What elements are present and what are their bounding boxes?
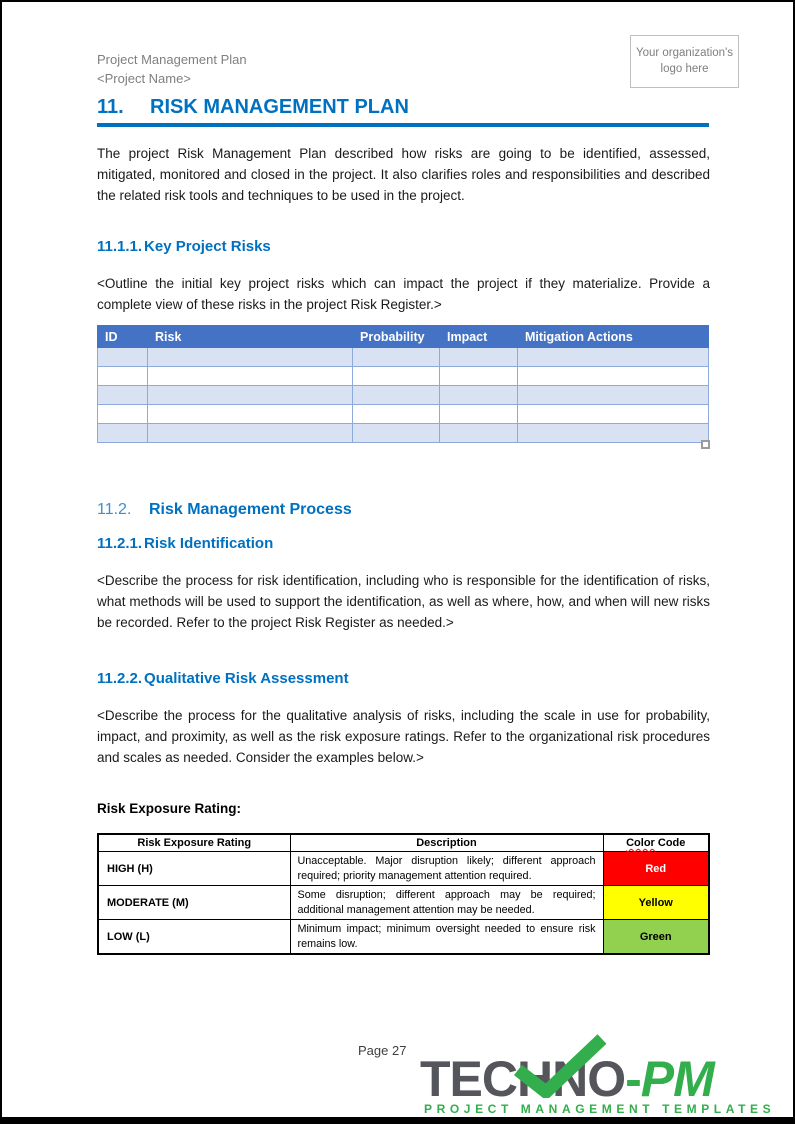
table-resize-handle[interactable]: [701, 440, 710, 449]
exposure-rating-cell: LOW (L): [98, 920, 290, 955]
table-cell[interactable]: [353, 348, 440, 367]
exposure-color-cell: Green: [603, 920, 709, 955]
key-risks-header-impact: Impact: [440, 326, 518, 348]
table-row[interactable]: [98, 386, 709, 405]
table-cell[interactable]: [98, 367, 148, 386]
table-cell[interactable]: [148, 405, 353, 424]
document-header: [97, 51, 247, 89]
exposure-header-color-code: Color Code: [603, 834, 709, 852]
exposure-rating-cell: HIGH (H): [98, 852, 290, 886]
table-cell[interactable]: [440, 386, 518, 405]
exposure-header-description: Description: [290, 834, 603, 852]
exposure-row-moderate: [98, 886, 709, 920]
brand-tagline: PROJECT MANAGEMENT TEMPLATES: [424, 1102, 776, 1116]
subsection-title: Key Project Risks: [144, 238, 271, 255]
table-cell[interactable]: [518, 386, 709, 405]
table-cell[interactable]: [440, 405, 518, 424]
table-cell[interactable]: [353, 367, 440, 386]
exposure-rating-cell: MODERATE (M): [98, 886, 290, 920]
exposure-description-cell: Minimum impact; minimum oversight needed to ensure risk remains low.: [290, 920, 603, 955]
exposure-row-high: [98, 852, 709, 886]
section-number: 11.: [97, 96, 124, 118]
table-cell[interactable]: [353, 424, 440, 443]
checkmark-icon: [512, 1034, 608, 1098]
table-cell[interactable]: [148, 424, 353, 443]
section-heading-risk-management-process: [97, 501, 352, 519]
brand-name-gray: TECHNO: [420, 1051, 626, 1107]
key-project-risks-guidance: <Outline the initial key project risks which can impact the project if they materialize. Provide a complete view of these risks in the project Risk Register.>: [97, 276, 710, 312]
exposure-header-rating: Risk Exposure Rating: [98, 834, 290, 852]
spellcheck-word: Color: [626, 837, 655, 849]
page-number: Page 27: [358, 1043, 407, 1058]
section-number: 11.2.: [97, 501, 132, 518]
key-risks-header-probability: Probability: [353, 326, 440, 348]
table-cell[interactable]: [98, 405, 148, 424]
table-row[interactable]: [98, 367, 709, 386]
document-header-subtitle: <Project Name>: [97, 70, 191, 86]
exposure-color-cell: Yellow: [603, 886, 709, 920]
brand-name-green: PM: [640, 1051, 714, 1107]
key-risks-header-row: [98, 326, 709, 348]
organization-logo-placeholder: [630, 35, 739, 88]
exposure-header-row: [98, 834, 709, 852]
qualitative-risk-assessment-guidance: <Describe the process for the qualitative analysis of risks, including the scale in use for probability, impact, and proximity, as well as the risk exposure ratings. Refer to the organizational risk procedures and scales as needed. Consider the examples below.>: [97, 708, 710, 765]
table-cell[interactable]: [98, 424, 148, 443]
risk-identification-guidance: <Describe the process for risk identification, including who is responsible for the identification of risks, what methods will be used to support the identification, as well as where, how, and when will new risks be recorded. Refer to the project Risk Register as needed.>: [97, 573, 710, 630]
table-row[interactable]: [98, 405, 709, 424]
subsection-title: Qualitative Risk Assessment: [144, 670, 349, 687]
subsection-heading-risk-identification: [97, 535, 273, 552]
document-header-title: Project Management Plan: [97, 52, 247, 67]
table-cell[interactable]: [353, 386, 440, 405]
subsection-heading-qualitative-risk-assessment: [97, 670, 349, 687]
table-cell[interactable]: [518, 348, 709, 367]
table-cell[interactable]: [518, 405, 709, 424]
subsection-number: 11.1.1.: [97, 238, 143, 255]
key-risks-table: [97, 325, 709, 443]
subsection-number: 11.2.1.: [97, 535, 143, 552]
key-risks-header-mitigation: Mitigation Actions: [518, 326, 709, 348]
table-row[interactable]: [98, 348, 709, 367]
logo-placeholder-text: Your organization's logo here: [635, 47, 734, 75]
risk-exposure-rating-label: Risk Exposure Rating:: [97, 801, 242, 816]
table-cell[interactable]: [440, 367, 518, 386]
table-cell[interactable]: [98, 348, 148, 367]
section-intro-paragraph: The project Risk Management Plan described how risks are going to be identified, assessed, mitigated, monitored and closed in the project. It also clarifies roles and responsibilities and described the related risk tools and techniques to be used in the project.: [97, 146, 710, 203]
section-heading: [97, 96, 409, 119]
key-risks-header-id: ID: [98, 326, 148, 348]
exposure-description-cell: Some disruption; different approach may be required; additional management attention may be needed.: [290, 886, 603, 920]
table-cell[interactable]: [148, 386, 353, 405]
heading-rule: [97, 123, 709, 127]
techno-pm-logo: [420, 1034, 795, 1118]
exposure-row-low: [98, 920, 709, 955]
subsection-number: 11.2.2.: [97, 670, 143, 687]
table-cell[interactable]: [518, 424, 709, 443]
table-cell[interactable]: [440, 348, 518, 367]
table-cell[interactable]: [98, 386, 148, 405]
table-cell[interactable]: [148, 348, 353, 367]
table-row[interactable]: [98, 424, 709, 443]
subsection-heading-key-project-risks: [97, 238, 271, 255]
table-cell[interactable]: [353, 405, 440, 424]
section-title: Risk Management Process: [149, 501, 352, 518]
key-risks-header-risk: Risk: [148, 326, 353, 348]
table-cell[interactable]: [518, 367, 709, 386]
exposure-description-cell: Unacceptable. Major disruption likely; different approach required; priority management attention required.: [290, 852, 603, 886]
table-cell[interactable]: [148, 367, 353, 386]
section-title: RISK MANAGEMENT PLAN: [150, 96, 409, 118]
brand-dash: -: [625, 1051, 641, 1107]
exposure-color-cell: Red: [603, 852, 709, 886]
risk-exposure-table: [97, 833, 710, 955]
table-cell[interactable]: [440, 424, 518, 443]
subsection-title: Risk Identification: [144, 535, 274, 552]
